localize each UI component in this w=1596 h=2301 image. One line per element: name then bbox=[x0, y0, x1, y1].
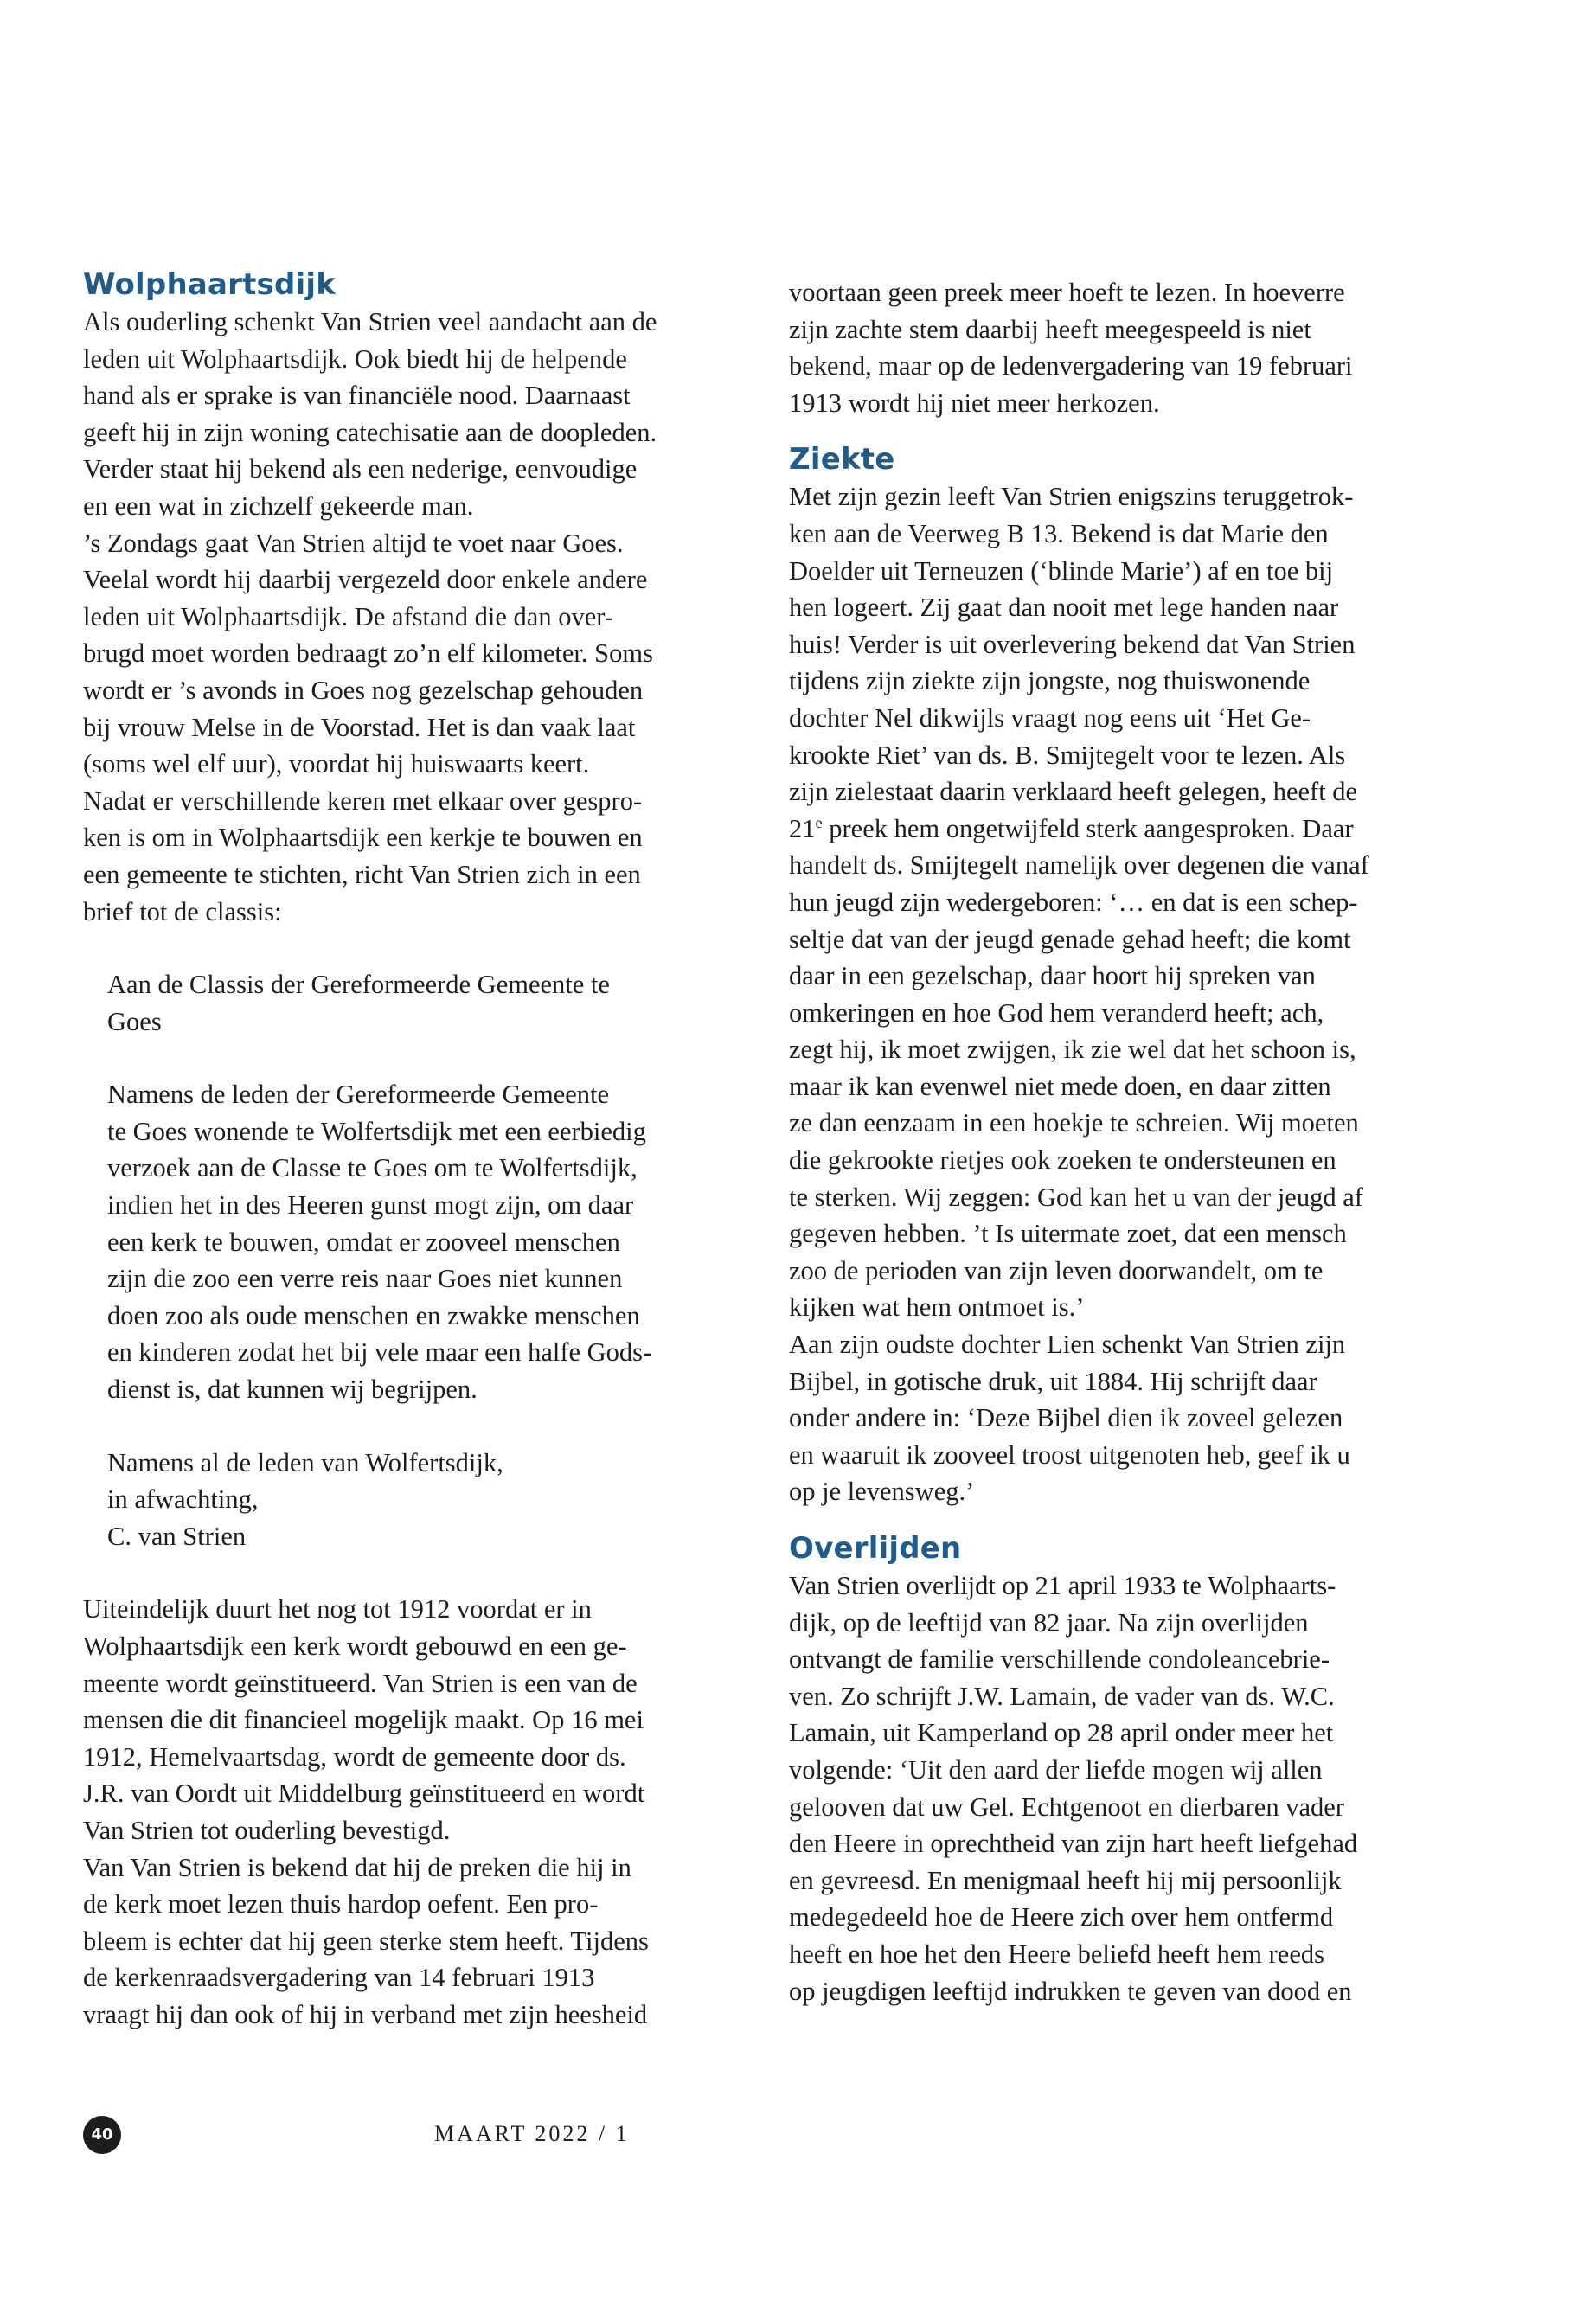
paragraph-line: Van Strien overlijdt op 21 april 1933 te Wolphaarts- bbox=[789, 1571, 1336, 1600]
paragraph-line: den Heere in oprechtheid van zijn hart heeft liefgehad bbox=[789, 1829, 1358, 1859]
paragraph-line: zijn zachte stem daarbij heeft meegespeeld is niet bbox=[789, 314, 1311, 344]
paragraph-line: Van Strien tot ouderling bevestigd. bbox=[83, 1815, 451, 1845]
paragraph-line: ven. Zo schrijft J.W. Lamain, de vader van ds. W.C. bbox=[789, 1681, 1335, 1711]
paragraph-line: en kinderen zodat het bij vele maar een halfe Gods- bbox=[107, 1337, 652, 1368]
paragraph-line: Uiteindelijk duurt het nog tot 1912 voordat er in bbox=[83, 1594, 592, 1625]
paragraph-line: volgende: ‘Uit den aard der liefde mogen wij allen bbox=[789, 1754, 1323, 1785]
paragraph-line: Met zijn gezin leeft Van Strien enigszins teruggetrok- bbox=[789, 482, 1354, 512]
paragraph bbox=[789, 847, 1468, 1510]
paragraph-line: zegt hij, ik moet zwijgen, ik zie wel dat het schoon is, bbox=[789, 1035, 1356, 1065]
paragraph-line: C. van Strien bbox=[107, 1521, 247, 1551]
paragraph bbox=[789, 274, 1468, 421]
paragraph-line: Veelal wordt hij daarbij vergezeld door enkele andere bbox=[83, 565, 648, 595]
paragraph-line: op je levensweg.’ bbox=[789, 1477, 975, 1507]
left-column bbox=[83, 266, 758, 2034]
paragraph-line: Lamain, uit Kamperland op 28 april onder meer het bbox=[789, 1718, 1334, 1748]
paragraph-line: daar in een gezelschap, daar hoort hij spreken van bbox=[789, 961, 1316, 991]
paragraph-line: meente wordt geïnstitueerd. Van Strien is een van de bbox=[83, 1668, 638, 1698]
ordinal-number: 21 bbox=[789, 813, 816, 843]
paragraph-line: ken aan de Veerweg B 13. Bekend is dat Marie den bbox=[789, 518, 1329, 548]
paragraph-line: Doelder uit Terneuzen (‘blinde Marie’) af en toe bij bbox=[789, 555, 1334, 586]
paragraph-line: krookte Riet’ van ds. B. Smijtegelt voor te lezen. Als bbox=[789, 740, 1346, 770]
paragraph-line: en een wat in zichzelf gekeerde man. bbox=[83, 490, 474, 521]
paragraph-line: op jeugdigen leeftijd indrukken te geven van dood en bbox=[789, 1976, 1352, 2006]
paragraph-line: de kerkenraadsvergadering van 14 februari 1913 bbox=[83, 1963, 595, 1993]
paragraph-line: voortaan geen preek meer hoeft te lezen. In hoeverre bbox=[789, 278, 1345, 307]
paragraph-line: seltje dat van der jeugd genade gehad heeft; die komt bbox=[789, 924, 1351, 954]
paragraph-line: handelt ds. Smijtegelt namelijk over degenen die vanaf bbox=[789, 850, 1369, 881]
paragraph-line: in afwachting, bbox=[107, 1484, 259, 1515]
paragraph-line: Nadat er verschillende keren met elkaar over gespro- bbox=[83, 785, 643, 816]
paragraph-line: 1913 wordt hij niet meer herkozen. bbox=[789, 388, 1160, 418]
ordinal-suffix: e bbox=[815, 813, 823, 831]
paragraph-line: hun jeugd zijn wedergeboren: ‘… en dat is een schep- bbox=[789, 887, 1358, 917]
paragraph-line: gelooven dat uw Gel. Echtgenoot en dierbaren vader bbox=[789, 1791, 1344, 1822]
paragraph-line: onder andere in: ‘Deze Bijbel dien ik zoveel gelezen bbox=[789, 1403, 1343, 1433]
paragraph-line: leden uit Wolphaartsdijk. De afstand die dan over- bbox=[83, 601, 613, 631]
paragraph-line: Namens de leden der Gereformeerde Gemeente bbox=[107, 1080, 610, 1110]
paragraph-line: dochter Nel dikwijls vraagt nog eens uit ‘Het Ge- bbox=[789, 702, 1311, 733]
paragraph-line: een gemeente te stichten, richt Van Strien zich in een bbox=[83, 859, 641, 889]
paragraph-line: die gekrookte rietjes ook zoeken te ondersteunen en bbox=[789, 1145, 1336, 1176]
paragraph-line: indien het in des Heeren gunst mogt zijn, om daar bbox=[107, 1190, 634, 1221]
paragraph-line: mensen die dit financieel mogelijk maakt. Op 16 mei bbox=[83, 1705, 644, 1735]
paragraph-line: medegedeeld hoe de Heere zich over hem ontfermd bbox=[789, 1902, 1334, 1932]
paragraph-line: een kerk te bouwen, omdat er zooveel menschen bbox=[107, 1227, 620, 1257]
paragraph-line: ontvangt de familie verschillende condoleancebrie- bbox=[789, 1644, 1330, 1675]
paragraph-line: wordt er ’s avonds in Goes nog gezelschap gehouden bbox=[83, 675, 644, 705]
paragraph-line: omkeringen en hoe God hem veranderd heeft; ach, bbox=[789, 997, 1324, 1028]
paragraph-line: huis! Verder is uit overlevering bekend dat Van Strien bbox=[789, 629, 1356, 659]
heading-overlijden: Overlijden bbox=[789, 1531, 962, 1566]
paragraph-line: vraagt hij dan ook of hij in verband met zijn heesheid bbox=[83, 1999, 648, 2029]
paragraph-line: J.R. van Oordt uit Middelburg geïnstitueerd en wordt bbox=[83, 1779, 645, 1809]
paragraph-line: Goes bbox=[107, 1006, 162, 1036]
issue-label: MAART 2022 / 1 bbox=[434, 2121, 630, 2146]
paragraph-line: en gevreesd. En menigmaal heeft hij mij persoonlijk bbox=[789, 1865, 1342, 1895]
letter-address bbox=[83, 966, 758, 1040]
paragraph-line: te sterken. Wij zeggen: God kan het u van der jeugd af bbox=[789, 1182, 1363, 1212]
paragraph-line: heeft en hoe het den Heere beliefd heeft hem reeds bbox=[789, 1939, 1324, 1969]
paragraph-line: doen zoo als oude menschen en zwakke menschen bbox=[107, 1300, 640, 1330]
paragraph-line: ze dan eenzaam in een hoekje te schreien. Wij moeten bbox=[789, 1108, 1359, 1138]
letter-body bbox=[83, 1076, 758, 1407]
paragraph-line: bij vrouw Melse in de Voorstad. Het is dan vaak laat bbox=[83, 712, 636, 742]
paragraph-line: bekend, maar op de ledenvergadering van 19 februari bbox=[789, 351, 1353, 381]
paragraph-line: bleem is echter dat hij geen sterke stem heeft. Tijdens bbox=[83, 1926, 649, 1956]
paragraph-line: de kerk moet lezen thuis hardop oefent. Een pro- bbox=[83, 1889, 599, 1920]
paragraph-line: Aan zijn oudste dochter Lien schenkt Van Strien zijn bbox=[789, 1330, 1346, 1360]
letter-signature bbox=[83, 1445, 758, 1555]
paragraph-line: gegeven hebben. ’t Is uitermate zoet, dat een mensch bbox=[789, 1219, 1347, 1249]
paragraph bbox=[83, 1591, 758, 2033]
paragraph bbox=[789, 478, 1468, 810]
paragraph bbox=[83, 304, 758, 930]
line-text: preek hem ongetwijfeld sterk aangesproken. Daar bbox=[822, 813, 1354, 843]
paragraph-line: (soms wel elf uur), voordat hij huiswaarts keert. bbox=[83, 749, 590, 779]
paragraph-line: Aan de Classis der Gereformeerde Gemeente te bbox=[107, 970, 610, 1000]
paragraph-line: ’s Zondags gaat Van Strien altijd te voet naar Goes. bbox=[83, 528, 624, 558]
paragraph-line: Verder staat hij bekend als een nederige, eenvoudige bbox=[83, 454, 638, 484]
paragraph bbox=[789, 1567, 1468, 2009]
paragraph-line: dijk, op de leeftijd van 82 jaar. Na zijn overlijden bbox=[789, 1607, 1309, 1638]
paragraph-line: brief tot de classis: bbox=[83, 896, 282, 926]
paragraph-line: leden uit Wolphaartsdijk. Ook biedt hij de helpende bbox=[83, 343, 627, 374]
paragraph-line: zijn zielestaat daarin verklaard heeft gelegen, heeft de bbox=[789, 777, 1358, 807]
paragraph-line: en waaruit ik zooveel troost uitgenoten heb, geef ik u bbox=[789, 1439, 1350, 1470]
paragraph-line: Bijbel, in gotische druk, uit 1884. Hij schrijft daar bbox=[789, 1366, 1317, 1396]
paragraph-line: verzoek aan de Classe te Goes om te Wolfertsdijk, bbox=[107, 1153, 638, 1183]
paragraph-line: ken is om in Wolphaartsdijk een kerkje te bouwen en bbox=[83, 823, 643, 853]
paragraph-line: Wolphaartsdijk een kerk wordt gebouwd en een ge- bbox=[83, 1631, 627, 1661]
paragraph-line: geeft hij in zijn woning catechisatie aan de doopleden. bbox=[83, 417, 657, 447]
paragraph-line: hand als er sprake is van financiële nood. Daarnaast bbox=[83, 381, 631, 411]
paragraph-line: Van Van Strien is bekend dat hij de preken die hij in bbox=[83, 1852, 631, 1882]
paragraph-line: brugd moet worden bedraagt zo’n elf kilometer. Soms bbox=[83, 638, 653, 669]
paragraph-line: Namens al de leden van Wolfertsdijk, bbox=[107, 1447, 503, 1477]
paragraph-line: Als ouderling schenkt Van Strien veel aandacht aan de bbox=[83, 307, 657, 336]
paragraph-line: maar ik kan evenwel niet mede doen, en daar zitten bbox=[789, 1071, 1331, 1101]
page-number-badge: 40 bbox=[83, 2116, 121, 2154]
paragraph-line: zoo de perioden van zijn leven doorwandelt, om te bbox=[789, 1255, 1324, 1285]
paragraph-line: zijn die zoo een verre reis naar Goes niet kunnen bbox=[107, 1264, 623, 1294]
paragraph-line: te Goes wonende te Wolfertsdijk met een eerbiedig bbox=[107, 1116, 646, 1146]
paragraph-line: dienst is, dat kunnen wij begrijpen. bbox=[107, 1375, 478, 1405]
paragraph-line: 1912, Hemelvaartsdag, wordt de gemeente door ds. bbox=[83, 1741, 626, 1772]
paragraph-line: kijken wat hem ontmoet is.’ bbox=[789, 1292, 1085, 1323]
heading-ziekte: Ziekte bbox=[789, 442, 895, 478]
paragraph-line: tijdens zijn ziekte zijn jongste, nog thuiswonende bbox=[789, 666, 1311, 696]
paragraph-line: hen logeert. Zij gaat dan nooit met lege handen naar bbox=[789, 593, 1339, 623]
right-column bbox=[789, 274, 1468, 2009]
paragraph-line bbox=[789, 811, 1468, 848]
heading-wolphaartsdijk: Wolphaartsdijk bbox=[83, 267, 337, 302]
